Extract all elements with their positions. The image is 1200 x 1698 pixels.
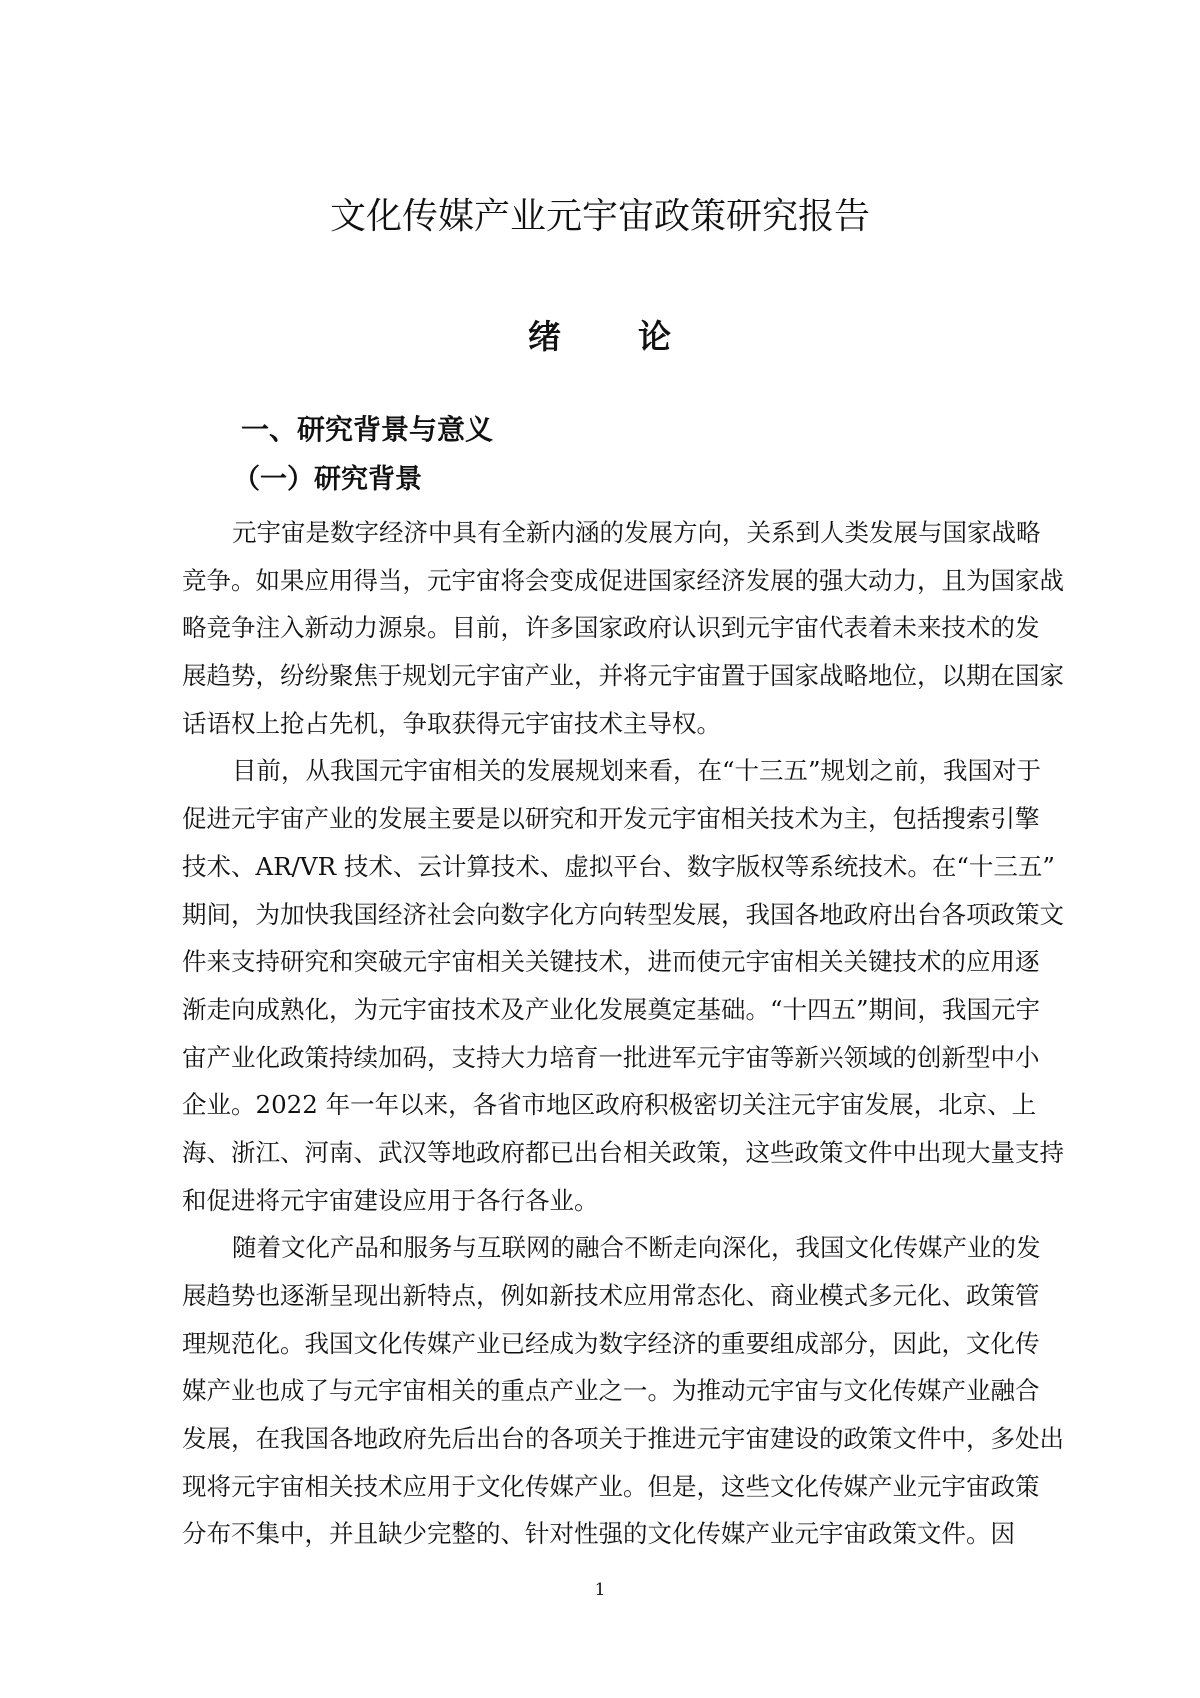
- chapter-title-char-2: 论: [638, 317, 671, 356]
- paragraph-line: 略竞争注入新动力源泉。目前，许多国家政府认识到元宇宙代表着未来技术的发: [182, 613, 1040, 643]
- subsection-heading: （一）研究背景: [233, 464, 422, 495]
- page-number: 1: [594, 1580, 606, 1600]
- chapter-title-char-1: 绪: [528, 317, 561, 356]
- paragraph-line: 企业。2022 年一年以来，各省市地区政府积极密切关注元宇宙发展，北京、上: [182, 1090, 1037, 1120]
- paragraph: [182, 512, 1064, 750]
- document-title: 文化传媒产业元宇宙政策研究报告: [329, 196, 870, 237]
- paragraph-line: 和促进将元宇宙建设应用于各行各业。: [182, 1185, 599, 1215]
- paragraph-line: 分布不集中，并且缺少完整的、针对性强的文化传媒产业元宇宙政策文件。因: [182, 1519, 1015, 1549]
- paragraph-line: 随着文化产品和服务与互联网的融合不断走向深化，我国文化传媒产业的发: [232, 1233, 1041, 1263]
- paragraph-line: 促进元宇宙产业的发展主要是以研究和开发元宇宙相关技术为主，包括搜索引擎: [182, 804, 1040, 834]
- paragraph-line: 宙产业化政策持续加码，支持大力培育一批进军元宇宙等新兴领域的创新型中小: [182, 1042, 1040, 1072]
- paragraph-line: 现将元宇宙相关技术应用于文化传媒产业。但是，这些文化传媒产业元宇宙政策: [182, 1471, 1040, 1501]
- paragraph-line: 媒产业也成了与元宇宙相关的重点产业之一。为推动元宇宙与文化传媒产业融合: [182, 1376, 1040, 1406]
- paragraph-line: 展趋势，纷纷聚焦于规划元宇宙产业，并将元宇宙置于国家战略地位，以期在国家: [182, 661, 1064, 691]
- paragraph-line: 期间，为加快我国经济社会向数字化方向转型发展，我国各地政府出台各项政策文: [182, 899, 1064, 929]
- paragraph: [182, 1227, 1064, 1561]
- paragraph-line: 技术、AR/VR 技术、云计算技术、虚拟平台、数字版权等系统技术。在“十三五”: [182, 851, 1055, 881]
- paragraph-line: 件来支持研究和突破元宇宙相关关键技术，进而使元宇宙相关关键技术的应用逐: [182, 947, 1040, 977]
- paragraph-line: 目前，从我国元宇宙相关的发展规划来看，在“十三五”规划之前，我国对于: [232, 756, 1042, 786]
- paragraph-line: 渐走向成熟化，为元宇宙技术及产业化发展奠定基础。“十四五”期间，我国元宇: [182, 994, 1041, 1024]
- paragraph-line: 话语权上抢占先机，争取获得元宇宙技术主导权。: [182, 708, 721, 738]
- paragraph-line: 竞争。如果应用得当，元宇宙将会变成促进国家经济发展的强大动力，且为国家战: [182, 565, 1064, 595]
- body-text: [182, 512, 1064, 1561]
- paragraph: [182, 750, 1064, 1227]
- paragraph-line: 理规范化。我国文化传媒产业已经成为数字经济的重要组成部分，因此，文化传: [182, 1328, 1040, 1358]
- paragraph-line: 海、浙江、河南、武汉等地政府都已出台相关政策，这些政策文件中出现大量支持: [182, 1137, 1064, 1167]
- paragraph-line: 发展，在我国各地政府先后出台的各项关于推进元宇宙建设的政策文件中，多处出: [182, 1424, 1064, 1454]
- section-heading: 一、研究背景与意义: [241, 413, 494, 446]
- paragraph-line: 元宇宙是数字经济中具有全新内涵的发展方向，关系到人类发展与国家战略: [232, 518, 1041, 547]
- paragraph-line: 展趋势也逐渐呈现出新特点，例如新技术应用常态化、商业模式多元化、政策管: [182, 1281, 1040, 1310]
